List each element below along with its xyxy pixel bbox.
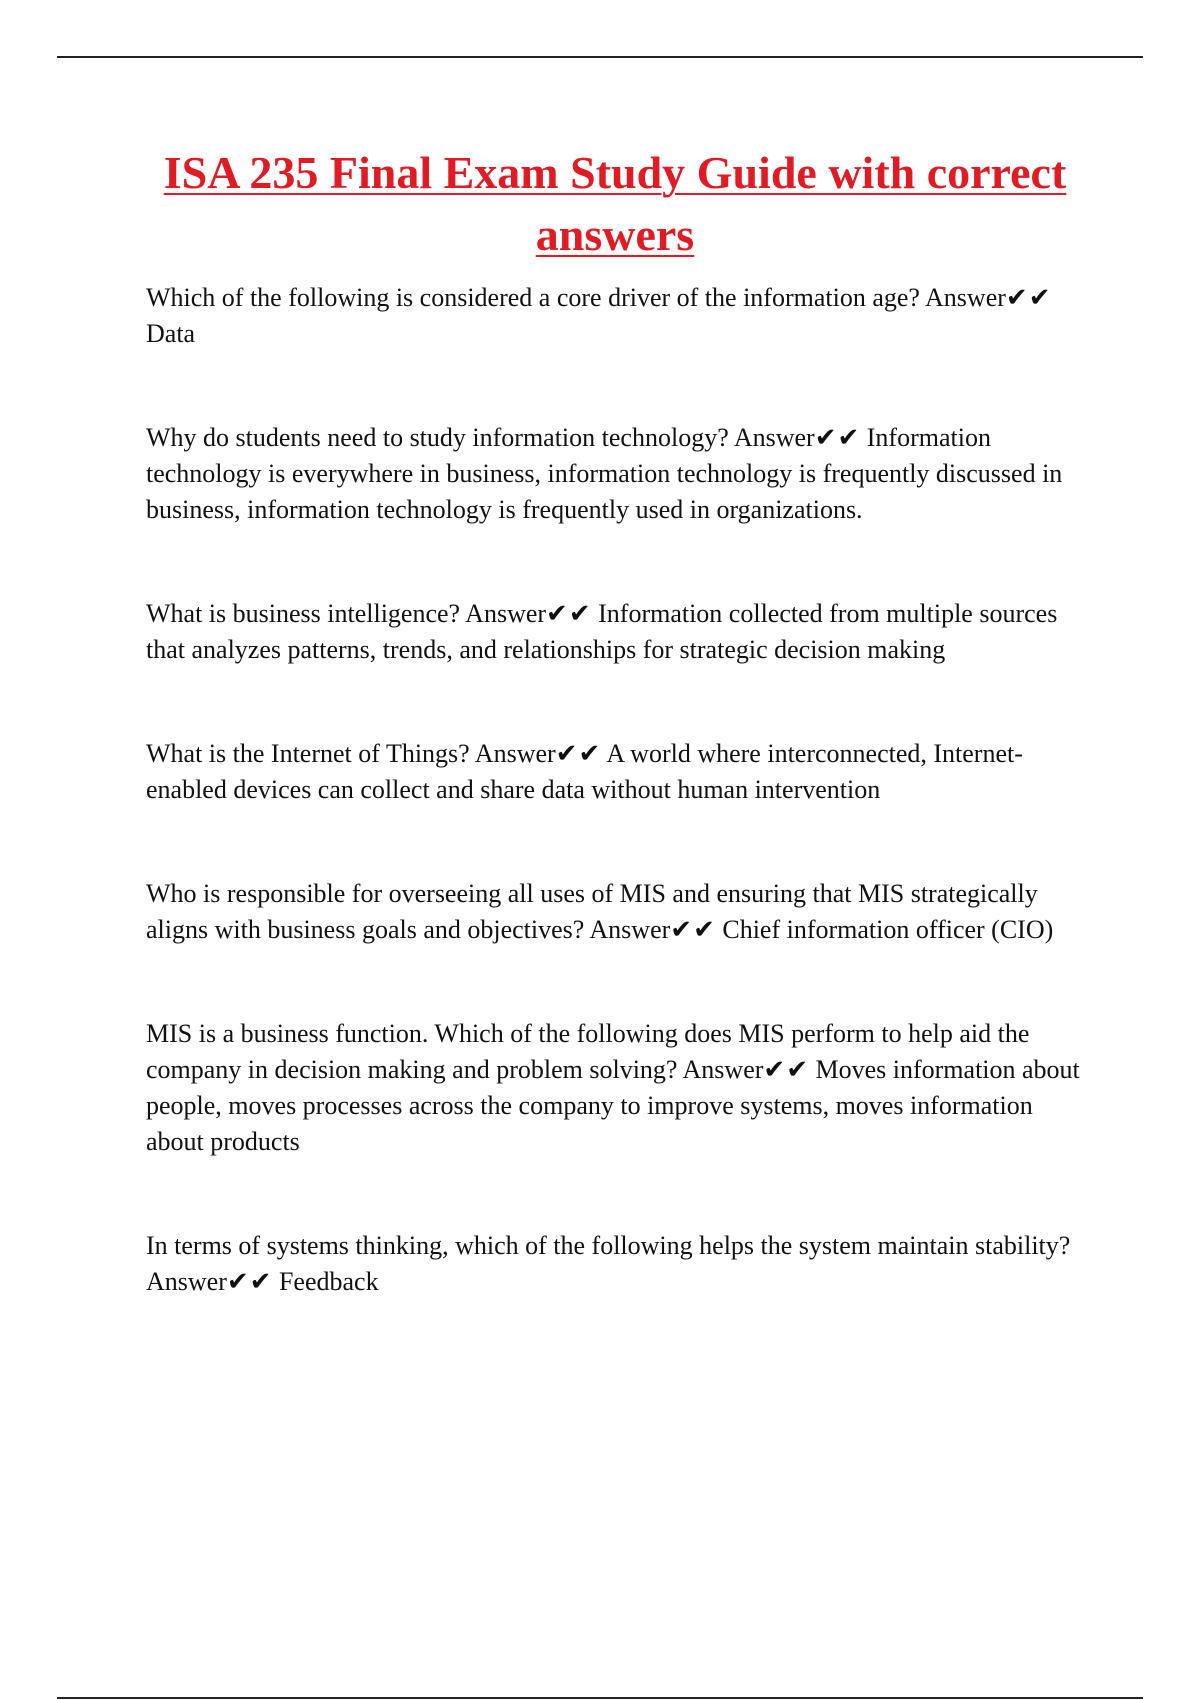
question-text: What is business intelligence? [146,599,461,628]
check-marks-icon: ✔✔ [555,739,602,768]
question-text: MIS is a business function. Which of the following does MIS perform to help aid the company in decision making and problem solving? [146,1019,1030,1084]
answer-text: Information technology is everywhere in business, information technology is frequently discussed in business, information technology is frequently used in organizations. [146,423,1063,524]
footer-rule [57,1697,1143,1699]
qa-item [146,876,1086,948]
answer-text: Information collected from multiple sources that analyzes patterns, trends, and relationships for strategic decision making [146,599,1058,664]
answer-text: A world where interconnected, Internet-enabled devices can collect and share data without human intervention [146,739,1023,804]
answer-text: Moves information about people, moves processes across the company to improve systems, moves information about products [146,1055,1080,1156]
check-marks-icon: ✔✔ [546,599,592,628]
answer-text: Data [146,319,196,348]
qa-item [146,736,1086,808]
question-text: In terms of systems thinking, which of the following helps the system maintain stability? [146,1231,1071,1260]
answer-label: Answer [146,1267,227,1296]
check-marks-icon: ✔✔ [814,423,861,452]
qa-item [146,596,1086,668]
question-text: Who is responsible for overseeing all uses of MIS and ensuring that MIS strategically aligns with business goals and objectives? [146,879,1038,944]
check-marks-icon: ✔✔ [226,1267,273,1296]
question-text: Which of the following is considered a core driver of the information age? [146,283,920,312]
qa-item [146,280,1086,352]
answer-label: Answer [733,423,815,452]
answer-label: Answer [925,283,1006,312]
answer-label: Answer [589,915,671,944]
qa-list [146,280,1086,1300]
check-marks-icon: ✔✔ [1005,283,1052,312]
qa-item [146,1016,1086,1160]
check-marks-icon: ✔✔ [763,1055,809,1084]
answer-label: Answer [474,739,556,768]
answer-text: Feedback [278,1267,379,1296]
answer-text: Chief information officer (CIO) [722,915,1054,944]
check-marks-icon: ✔✔ [670,915,716,944]
question-text: Why do students need to study information technology? [146,423,729,452]
header-rule [57,56,1143,58]
answer-label: Answer [465,599,547,628]
qa-item [146,1228,1086,1300]
answer-label: Answer [682,1055,764,1084]
qa-item [146,420,1086,528]
document-title: ISA 235 Final Exam Study Guide with correct answers [163,147,1067,260]
question-text: What is the Internet of Things? [146,739,470,768]
